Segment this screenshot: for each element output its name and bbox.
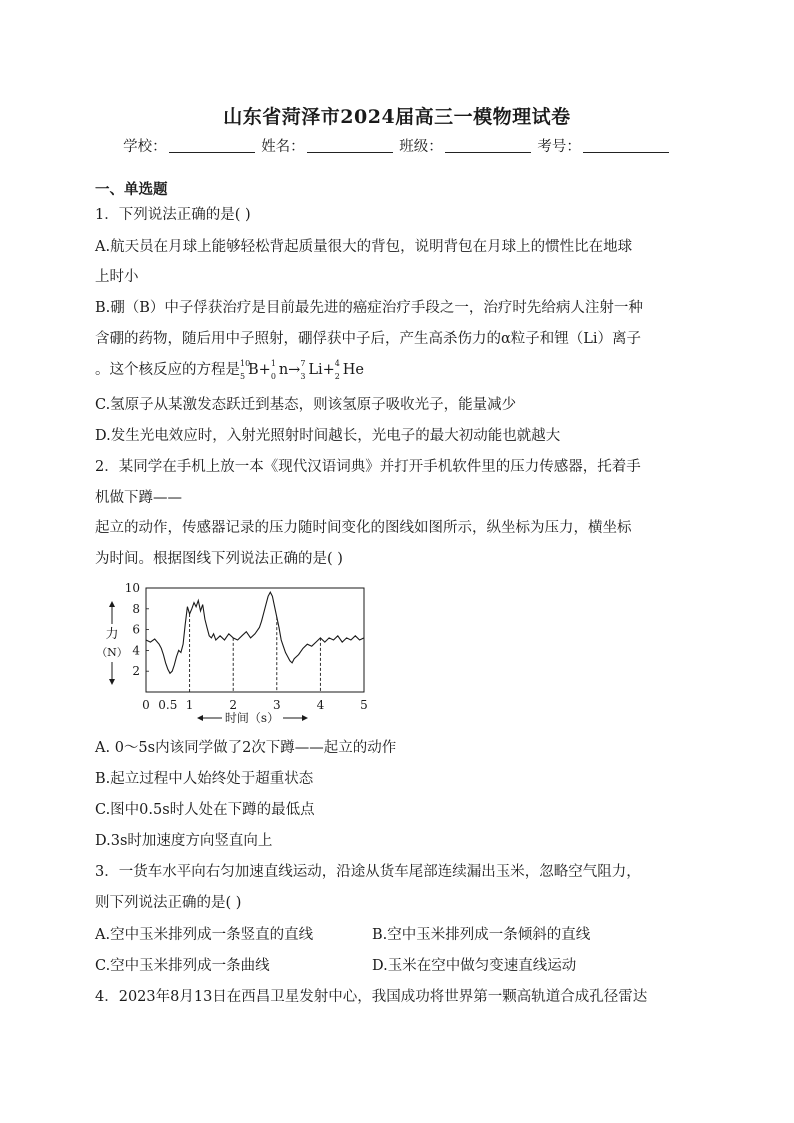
q1-option-c: C.氢原子从某激发态跃迁到基态，则该氢原子吸收光子，能量减少: [95, 397, 517, 413]
y-axis-label: 力: [105, 627, 119, 642]
q3-stem-line2: 则下列说法正确的是( ): [95, 895, 242, 911]
y-tick-label: 4: [132, 643, 140, 658]
name-blank[interactable]: [307, 138, 393, 153]
n-nucleon-numbers: 1 0: [270, 359, 276, 381]
exam-title: 山东省菏泽市2024届高三一模物理试卷: [223, 106, 571, 128]
q2-stem-line1: 2．某同学在手机上放一本《现代汉语词典》并打开手机软件里的压力传感器，托着手: [95, 459, 641, 475]
q2-option-a: A. 0～5s内该同学做了2次下蹲——起立的动作: [95, 740, 397, 756]
q2-option-d: D.3s时加速度方向竖直向上: [95, 833, 273, 849]
school-label: 学校：: [123, 139, 167, 155]
school-blank[interactable]: [169, 138, 255, 153]
x-tick-label: 1: [185, 698, 194, 712]
q1-option-b-line1: B.硼（B）中子俘获治疗是目前最先进的癌症治疗手段之一，治疗时先给病人注射一种: [95, 300, 643, 316]
q3-option-a: A.空中玉米排列成一条竖直的直线: [95, 927, 314, 943]
q3-option-b: B.空中玉米排列成一条倾斜的直线: [372, 927, 591, 943]
q1-option-b-line2: 含硼的药物，随后用中子照射，硼俘获中子后，产生高杀伤力的α粒子和锂（Li）离子: [95, 331, 642, 347]
li-nucleon-numbers: 7 3: [300, 359, 306, 381]
y-tick-label: 2: [132, 664, 140, 679]
q1-option-b-prefix: 。这个核反应的方程是: [95, 362, 240, 378]
q3-option-d: D.玉米在空中做匀变速直线运动: [372, 958, 577, 974]
x-tick-label: 2: [229, 698, 238, 712]
force-time-chart: [95, 580, 385, 728]
q4-stem-line1: 4．2023年8月13日在西昌卫星发射中心，我国成功将世界第一颗高轨道合成孔径雷达: [95, 989, 648, 1005]
lithium-symbol: Li: [308, 362, 323, 378]
q2-stem-line2: 机做下蹲——: [95, 490, 182, 506]
x-tick-label: 0.5: [158, 698, 178, 712]
he-nucleon-numbers: 4 2: [334, 359, 340, 381]
force-series-line: [146, 592, 364, 673]
q2-option-c: C.图中0.5s时人处在下蹲的最低点: [95, 802, 315, 818]
class-blank[interactable]: [445, 138, 531, 153]
q3-option-c: C.空中玉米排列成一条曲线: [95, 958, 270, 974]
helium-symbol: He: [342, 362, 364, 378]
exam-no-label: 考号：: [537, 139, 581, 155]
y-tick-label: 8: [132, 601, 140, 616]
q1-option-d: D.发生光电效应时，入射光照射时间越长，光电子的最大初动能也就越大: [95, 428, 561, 444]
b-nucleon-numbers: 10 5: [240, 359, 251, 381]
name-label: 姓名：: [261, 139, 305, 155]
q3-stem-line1: 3．一货车水平向右匀加速直线运动，沿途从货车尾部连续漏出玉米，忽略空气阻力，: [95, 864, 641, 880]
neutron-symbol: n: [278, 362, 289, 378]
q2-stem-line3: 起立的动作，传感器记录的压力随时间变化的图线如图所示，纵坐标为压力，横坐标: [95, 520, 632, 536]
q2-option-b: B.起立过程中人始终处于超重状态: [95, 771, 314, 787]
x-tick-label: 3: [272, 698, 281, 712]
exam-no-blank[interactable]: [583, 138, 669, 153]
section-heading: 一、单选题: [95, 181, 168, 198]
x-axis-label: 时间（s）: [224, 711, 280, 725]
x-tick-label: 5: [360, 698, 368, 712]
q1-option-a-line2: 上时小: [95, 269, 139, 285]
boron-symbol: B: [248, 362, 259, 378]
y-tick-label: 10: [124, 581, 140, 595]
y-axis-unit: （N）: [96, 646, 128, 659]
q1-option-a-line1: A.航天员在月球上能够轻松背起质量很大的背包，说明背包在月球上的惯性比在地球: [95, 239, 633, 255]
q1-stem: 1．下列说法正确的是( ): [95, 207, 251, 223]
q1-option-b-line3: [95, 360, 364, 380]
student-info-line: [0, 135, 794, 156]
x-tick-label: 4: [316, 698, 325, 712]
x-tick-label: 0: [142, 698, 150, 712]
class-label: 班级：: [399, 139, 443, 155]
q2-stem-line4: 为时间。根据图线下列说法正确的是( ): [95, 551, 343, 567]
plot-frame: [146, 588, 364, 692]
nuclear-equation: 10 5 B+ 1 0 n→ 7 3 Li+ 4 2 He: [240, 359, 364, 381]
y-tick-label: 6: [132, 622, 140, 637]
